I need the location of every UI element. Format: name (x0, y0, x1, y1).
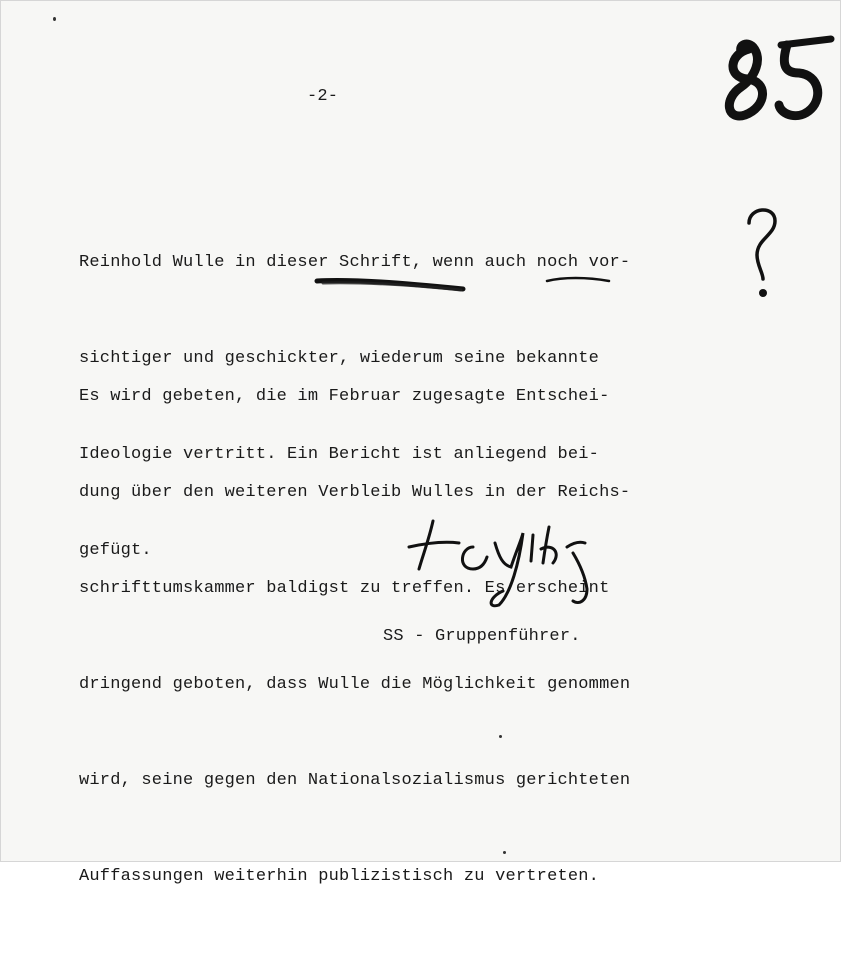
paper-speck (503, 851, 506, 854)
paragraph-2-line: dringend geboten, dass Wulle die Möglichkeit genommen (79, 675, 631, 694)
paragraph-1-line: sichtiger und geschickter, wiederum seine bekannte (79, 349, 600, 368)
paragraph-2-line: Es wird gebeten, die im Februar zugesagte Entschei- (79, 387, 610, 406)
paragraph-2-line: dung über den weiteren Verbleib Wulles in der Reichs- (79, 483, 631, 502)
paragraph-2-line: Auffassungen weiterhin publizistisch zu vertreten. (79, 867, 600, 886)
handwritten-signature (403, 513, 603, 613)
paragraph-2-line: wird, seine gegen den Nationalsozialismus gerichteten (79, 771, 631, 790)
paragraph-2-line: schrifttumskammer baldigst zu treffen. Es erscheint (79, 579, 610, 598)
page-number: -2- (307, 87, 339, 106)
handwritten-page-number (719, 29, 839, 129)
handwritten-underline (543, 273, 613, 285)
paper-speck (499, 735, 502, 738)
paper-speck (53, 17, 56, 21)
paragraph-1-line: Reinhold Wulle in dieser Schrift, wenn auch noch vor- (79, 253, 631, 272)
paragraph-1-line: Ideologie vertritt. Ein Bericht ist anliegend bei- (79, 445, 600, 464)
handwritten-underline (313, 273, 473, 293)
signature-title: SS - Gruppenführer. (383, 627, 581, 646)
paragraph-1-line: gefügt. (79, 541, 152, 560)
handwritten-question-mark (741, 201, 781, 301)
